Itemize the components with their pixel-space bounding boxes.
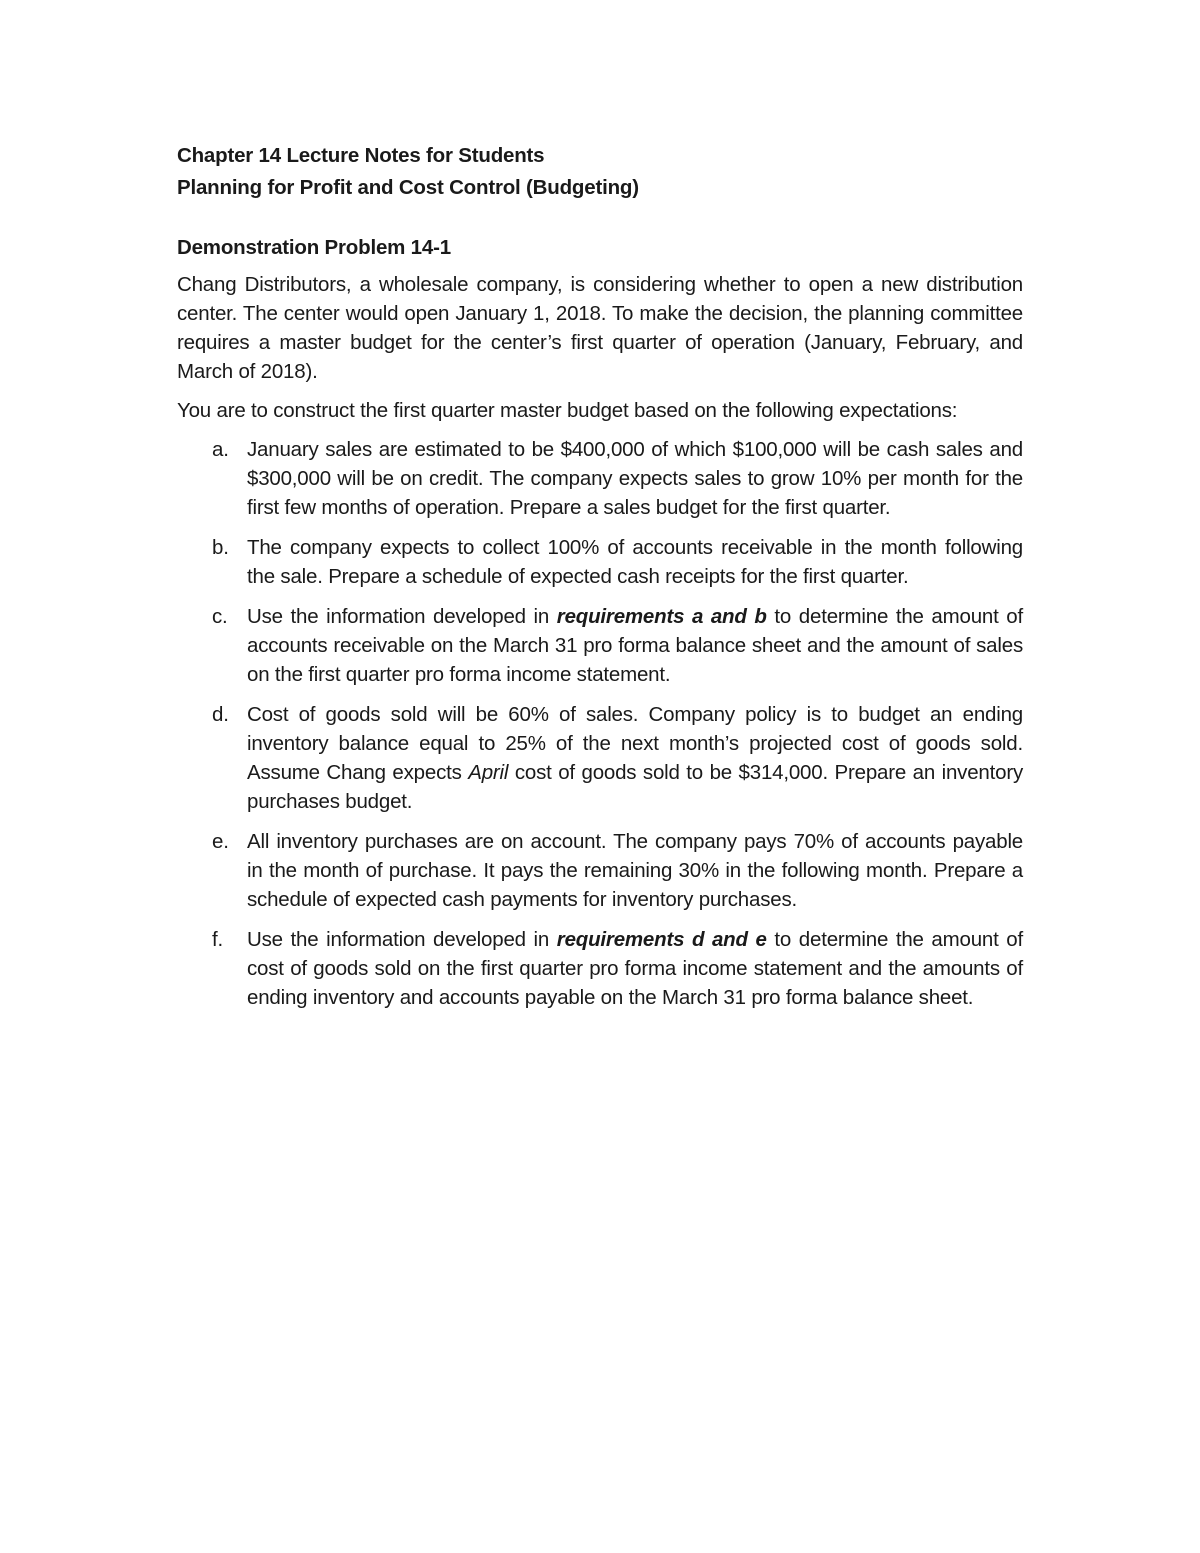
instructions-paragraph: You are to construct the first quarter master budget based on the following expectations: bbox=[177, 399, 958, 422]
requirement-text: All inventory purchases are on account. The company pays 70% of accounts payable in the month of purchase. It pays the remaining 30% in the following month. Prepare a schedule of expected cash payments for inventory purchases. bbox=[247, 830, 1023, 911]
requirement-b bbox=[177, 533, 1023, 591]
requirement-marker: a. bbox=[212, 438, 229, 461]
requirement-text-post: cost of goods sold to be $314,000. Prepare an inventory purchases budget. bbox=[247, 761, 1023, 813]
requirement-text: January sales are estimated to be $400,000 of which $100,000 will be cash sales and $300,000 will be on credit. The company expects sales to grow 10% per month for the first few months of operation. Prepare a sales budget for the first quarter. bbox=[247, 438, 1023, 519]
requirement-a bbox=[177, 435, 1023, 522]
document-page bbox=[177, 140, 1023, 1023]
requirement-f bbox=[177, 925, 1023, 1012]
requirement-marker: d. bbox=[212, 703, 229, 726]
requirement-marker: b. bbox=[212, 536, 229, 559]
problem-heading: Demonstration Problem 14-1 bbox=[177, 236, 451, 259]
requirement-e bbox=[177, 827, 1023, 914]
requirement-marker: c. bbox=[212, 605, 228, 628]
requirement-marker: f. bbox=[212, 928, 223, 951]
requirement-emphasis: requirements a and b bbox=[556, 605, 767, 628]
document-title: Chapter 14 Lecture Notes for Students bbox=[177, 144, 545, 167]
requirement-text-pre: Cost of goods sold will be 60% of sales. Company policy is to budget an ending inventory balance equal to 25% of the next month’s projected cost of goods sold. Assume Chang expects bbox=[247, 703, 1023, 784]
requirements-list bbox=[177, 435, 1023, 1012]
intro-paragraph: Chang Distributors, a wholesale company, is considering whether to open a new distribution center. The center would open January 1, 2018. To make the decision, the planning committee requires a master budget for the center’s first quarter of operation (January, February, and March of 2018). bbox=[177, 273, 1023, 383]
requirement-text-post: to determine the amount of cost of goods sold on the first quarter pro forma income statement and the amounts of ending inventory and accounts payable on the March 31 pro forma balance sheet. bbox=[247, 928, 1023, 1009]
requirement-text-post: to determine the amount of accounts receivable on the March 31 pro forma balance sheet and the amount of sales on the first quarter pro forma income statement. bbox=[247, 605, 1023, 686]
document-subtitle: Planning for Profit and Cost Control (Budgeting) bbox=[177, 176, 639, 199]
requirement-emphasis: April bbox=[468, 761, 509, 784]
requirement-emphasis: requirements d and e bbox=[556, 928, 767, 951]
requirement-text-pre: Use the information developed in bbox=[247, 605, 557, 628]
requirement-c bbox=[177, 602, 1023, 689]
requirement-text-pre: Use the information developed in bbox=[247, 928, 557, 951]
requirement-d bbox=[177, 700, 1023, 816]
requirement-text: The company expects to collect 100% of accounts receivable in the month following the sale. Prepare a schedule of expected cash receipts for the first quarter. bbox=[247, 536, 1023, 588]
requirement-marker: e. bbox=[212, 830, 229, 853]
